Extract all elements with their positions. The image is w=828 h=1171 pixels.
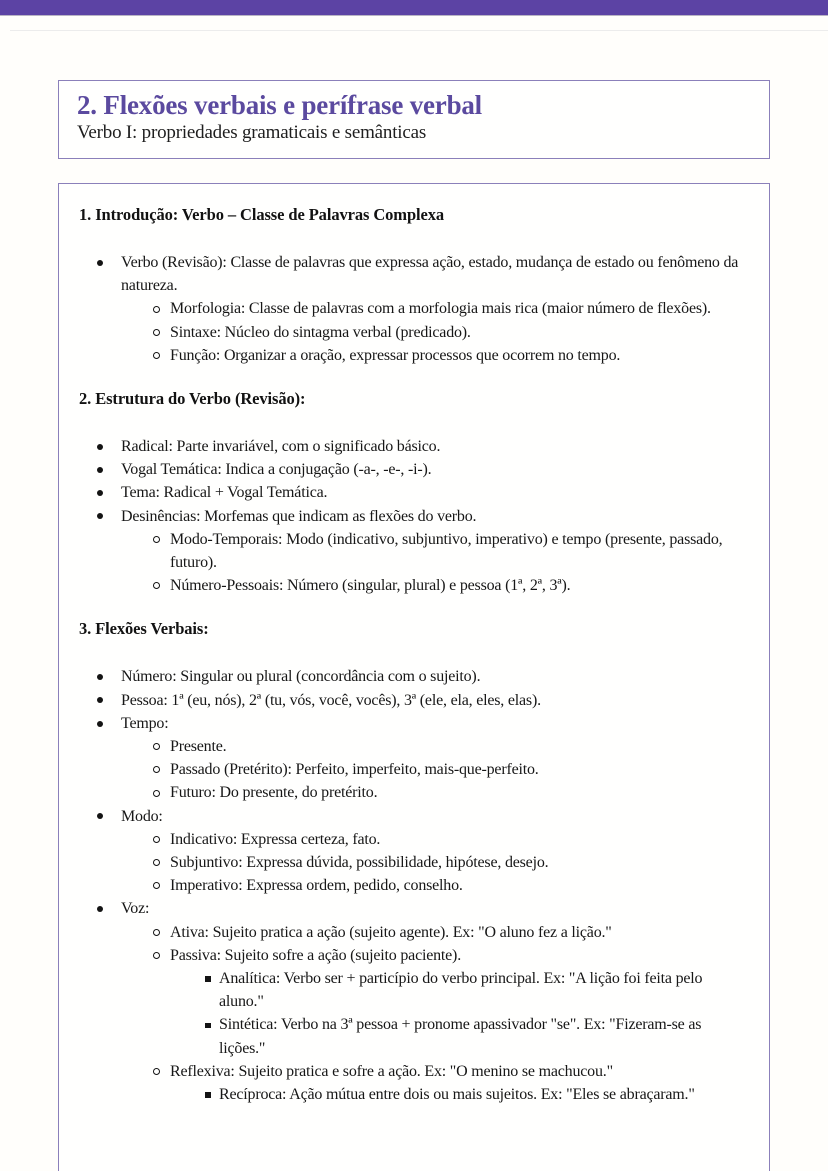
bullet-circle-icon [153,790,160,797]
list-item [79,1060,749,1083]
list-item-text: Modo: [121,807,163,825]
list-item [79,967,749,1013]
list-item [79,481,749,504]
top-accent-bar [0,0,828,16]
bullet-circle-icon [153,329,160,336]
bullet-circle-icon [153,929,160,936]
list-item-text: Vogal Temática: Indica a conjugação (-a-, -e-, -i-). [121,461,432,479]
list-item-text: Passiva: Sujeito sofre a ação (sujeito paciente). [170,946,461,964]
list-item [79,828,749,851]
section-heading: 1. Introdução: Verbo – Classe de Palavras Complexa [79,205,445,224]
list-item [79,435,749,458]
bullet-circle-icon [153,952,160,959]
list-item [79,321,749,344]
list-item-text: Morfologia: Classe de palavras com a morfologia mais rica (maior número de flexões). [170,300,711,318]
bullet-circle-icon [153,352,160,359]
bullet-disc-icon [97,697,103,703]
list-item-text: Imperativo: Expressa ordem, pedido, conselho. [170,877,463,895]
list-item-text: Pessoa: 1ª (eu, nós), 2ª (tu, vós, você, vocês), 3ª (ele, ela, eles, elas). [121,691,541,709]
list-item-text: Subjuntivo: Expressa dúvida, possibilidade, hipótese, desejo. [170,854,549,872]
section [79,205,749,367]
section-heading: 3. Flexões Verbais: [79,619,209,639]
bullet-circle-icon [153,582,160,589]
bullet-circle-icon [153,882,160,889]
list-item [79,735,749,758]
bullet-disc-icon [97,467,103,473]
list-item-text: Número: Singular ou plural (concordância com o sujeito). [121,668,481,686]
list-item [79,458,749,481]
sections [79,205,749,1106]
list-item-text: Tempo: [121,714,169,732]
list-item [79,1013,749,1059]
section [79,619,749,1106]
list-item-text: Verbo (Revisão): Classe de palavras que expressa ação, estado, mudança de estado ou fenômeno da natureza. [121,254,739,295]
list-item [79,874,749,897]
list-item-text: Passado (Pretérito): Perfeito, imperfeito, mais-que-perfeito. [170,761,539,779]
list-item [79,1083,749,1106]
list-item [79,944,749,967]
list-item-text: Função: Organizar a oração, expressar processos que ocorrem no tempo. [170,346,621,364]
section [79,389,749,597]
bullet-circle-icon [153,859,160,866]
bullet-disc-icon [97,513,103,519]
bullet-disc-icon [97,490,103,496]
list-item [79,344,749,367]
title-card [58,80,770,159]
section-heading: 2. Estrutura do Verbo (Revisão): [79,389,306,409]
list-item-text: Indicativo: Expressa certeza, fato. [170,830,381,848]
list-item-text: Radical: Parte invariável, com o significado básico. [121,438,441,456]
bullet-circle-icon [153,743,160,750]
page-subtitle: Verbo I: propriedades gramaticais e semânticas [77,122,427,143]
page-edge-shadow [10,30,828,31]
list-item-text: Desinências: Morfemas que indicam as flexões do verbo. [121,507,477,525]
bullet-disc-icon [97,444,103,450]
list-item-text: Modo-Temporais: Modo (indicativo, subjuntivo, imperativo) e tempo (presente, passado, futuro). [170,530,723,572]
list-item-text: Recíproca: Ação mútua entre dois ou mais sujeitos. Ex: "Eles se abraçaram." [219,1086,695,1104]
list-item [79,897,749,920]
bullet-disc-icon [97,721,103,727]
list-item-text: Futuro: Do presente, do pretérito. [170,784,378,802]
list-item-text: Número-Pessoais: Número (singular, plural) e pessoa (1ª, 2ª, 3ª). [170,577,571,595]
bullet-circle-icon [153,836,160,843]
list-item-text: Reflexiva: Sujeito pratica e sofre a ação. Ex: "O menino se machucou." [170,1062,613,1080]
list-item [79,851,749,874]
list-item [79,665,749,688]
list-item-text: Presente. [170,738,227,756]
list-item-text: Voz: [121,900,150,918]
list-item [79,505,749,528]
bullet-disc-icon [97,906,103,912]
list-item [79,921,749,944]
list-item-text: Sintaxe: Núcleo do sintagma verbal (predicado). [170,323,471,341]
bullet-square-icon [205,1092,211,1098]
list-item-text: Analítica: Verbo ser + particípio do verbo principal. Ex: "A lição foi feita pelo aluno." [219,970,703,1011]
list-item [79,805,749,828]
bullet-circle-icon [153,536,160,543]
bullet-circle-icon [153,306,160,313]
bullet-circle-icon [153,1068,160,1075]
bullet-disc-icon [97,813,103,819]
list-item [79,689,749,712]
list-item [79,758,749,781]
list-item [79,574,749,597]
list-item [79,251,749,297]
bullet-square-icon [205,976,211,982]
page-title: 2. Flexões verbais e perífrase verbal [77,90,482,120]
bullet-disc-icon [97,674,103,680]
list-item-text: Ativa: Sujeito pratica a ação (sujeito agente). Ex: "O aluno fez a lição." [170,923,612,941]
list-item [79,528,749,574]
content-card [58,183,770,1171]
bullet-square-icon [205,1023,211,1029]
bullet-circle-icon [153,766,160,773]
list-item-text: Tema: Radical + Vogal Temática. [121,484,328,502]
list-item [79,712,749,735]
list-item [79,781,749,804]
list-item-text: Sintética: Verbo na 3ª pessoa + pronome apassivador "se". Ex: "Fizeram-se as lições." [219,1016,702,1057]
bullet-disc-icon [97,260,103,266]
list-item [79,297,749,320]
